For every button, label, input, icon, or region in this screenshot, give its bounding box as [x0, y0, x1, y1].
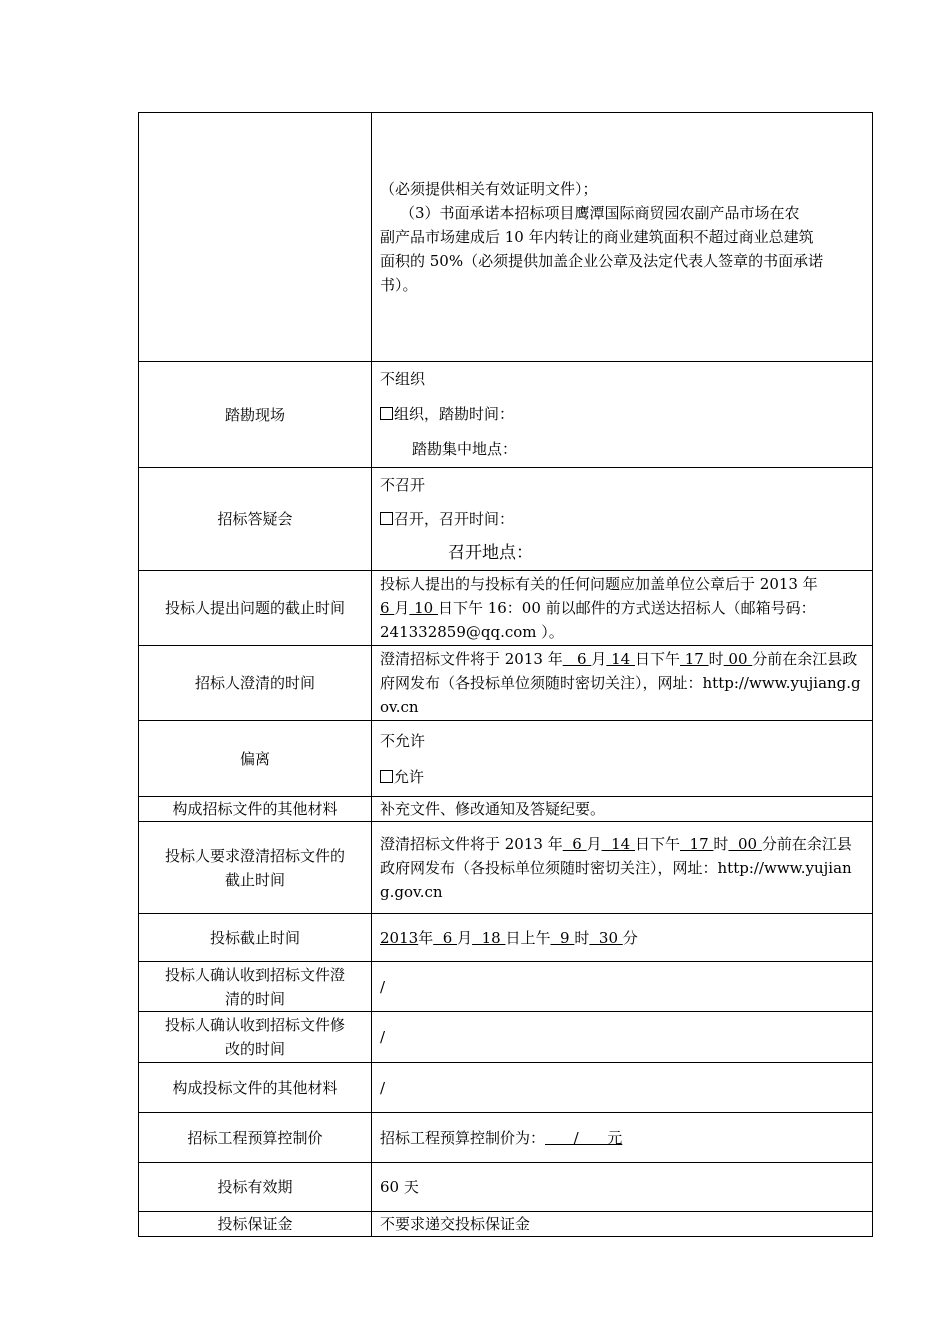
table-row — [139, 914, 873, 962]
requirement-line: 副产品市场建成后 10 年内转让的商业建筑面积不超过商业总建筑 — [380, 228, 814, 246]
text-segment: 澄清招标文件将于 2013 年 — [380, 650, 563, 668]
question-deadline-text — [372, 571, 873, 646]
row-label: 招标工程预算控制价 — [139, 1113, 372, 1163]
text-segment: 时 — [574, 928, 590, 947]
label-line: 截止时间 — [224, 870, 285, 889]
table-row — [139, 1163, 873, 1212]
row-label — [139, 962, 372, 1012]
table-row — [139, 822, 873, 914]
day-value: 18 — [472, 928, 506, 947]
table-cell-empty — [139, 113, 372, 362]
row-value: 60 天 — [372, 1163, 873, 1212]
table-row — [139, 1113, 873, 1163]
label-line: 投标人确认收到招标文件澄 — [164, 965, 345, 984]
bid-deadline-text — [372, 914, 873, 962]
requirement-line: 面积的 50%（必须提供加盖企业公章及法定代表人签章的书面承诺 — [380, 252, 824, 270]
text-segment: 年 — [418, 928, 434, 947]
hour-value: 17 — [680, 650, 709, 668]
table-row — [139, 113, 873, 362]
text-segment: 月 — [586, 834, 602, 853]
month-value: 6 — [433, 928, 458, 947]
hour-value: 17 — [680, 834, 714, 853]
deviation-options — [372, 721, 873, 797]
clarification-time-text — [372, 646, 873, 721]
day-value: 14 — [606, 650, 635, 668]
month-value: 6 — [562, 834, 587, 853]
row-label: 投标有效期 — [139, 1163, 372, 1212]
row-value: 不要求递交投标保证金 — [372, 1212, 873, 1237]
text-segment: 月 — [394, 599, 410, 617]
option-label: 组织，踏勘时间： — [394, 405, 515, 423]
table-row — [139, 797, 873, 822]
requirement-line: （必须提供相关有效证明文件）； — [380, 180, 598, 198]
option-label: 允许 — [394, 767, 425, 786]
row-value: / — [372, 1063, 873, 1113]
option-not-hold: 不召开 — [380, 476, 426, 494]
requirement-text — [372, 113, 873, 362]
text-segment: 月 — [457, 928, 473, 947]
checkbox-icon[interactable] — [380, 512, 393, 525]
table-row — [139, 362, 873, 468]
table-row — [139, 1063, 873, 1113]
row-label: 招标答疑会 — [139, 468, 372, 571]
row-label: 偏离 — [139, 721, 372, 797]
minute-value: 00 — [723, 650, 753, 668]
budget-value: / 元 — [545, 1128, 623, 1147]
day-value: 14 — [601, 834, 635, 853]
minute-value: 00 — [728, 834, 762, 853]
text-segment: 投标人提出的与投标有关的任何问题应加盖单位公章后于 2013 年 — [380, 575, 818, 593]
table-row — [139, 721, 873, 797]
clarification-request-deadline-text — [372, 822, 873, 914]
row-label: 构成投标文件的其他材料 — [139, 1063, 372, 1113]
row-label: 踏勘现场 — [139, 362, 372, 468]
row-label: 投标人提出问题的截止时间 — [139, 571, 372, 646]
text-segment: 日下午 16：00 前以邮件的方式送达招标人（邮箱号码： — [437, 599, 816, 617]
text-segment: 日下午 — [635, 834, 681, 853]
row-value: 补充文件、修改通知及答疑纪要。 — [372, 797, 873, 822]
row-value: / — [372, 962, 873, 1012]
minute-value: 30 — [589, 928, 623, 947]
option-organize[interactable] — [380, 397, 864, 432]
table-row — [139, 1012, 873, 1063]
text-segment: 日下午 — [634, 650, 680, 668]
day-value: 10 — [409, 599, 438, 617]
option-not-allowed: 不允许 — [380, 731, 426, 750]
row-label — [139, 822, 372, 914]
email-address: 241332859@qq.com ）。 — [380, 623, 564, 641]
row-label: 投标保证金 — [139, 1212, 372, 1237]
requirement-line: 书）。 — [380, 276, 418, 294]
table-row — [139, 962, 873, 1012]
qa-meeting-location: 召开地点： — [448, 543, 533, 563]
row-label: 招标人澄清的时间 — [139, 646, 372, 721]
checkbox-icon[interactable] — [380, 770, 393, 783]
bid-info-table — [138, 112, 873, 1237]
text-segment: 日上午 — [505, 928, 551, 947]
text-segment: 分前在余江县政府网发布（各投标单位须随时密切关注），网址：http://www.yujiang.gov.cn — [380, 650, 861, 716]
option-not-organize: 不组织 — [380, 370, 426, 388]
checkbox-icon[interactable] — [380, 407, 393, 420]
table-row — [139, 1212, 873, 1237]
text-segment: 招标工程预算控制价为： — [380, 1128, 546, 1147]
text-segment: 分 — [622, 928, 638, 947]
month-value: 6 — [562, 650, 592, 668]
text-segment: 澄清招标文件将于 2013 年 — [380, 834, 563, 853]
row-label — [139, 1012, 372, 1063]
hour-value: 9 — [550, 928, 575, 947]
text-segment: 分前在余江县政府网发布（各投标单位须随时密切关注），网址：http://www.yujiang.gov.cn — [380, 834, 852, 901]
budget-control-price — [372, 1113, 873, 1163]
option-label: 召开，召开时间： — [394, 510, 515, 528]
text-segment: 时 — [713, 834, 729, 853]
text-segment: 月 — [591, 650, 607, 668]
option-allowed[interactable] — [380, 759, 864, 795]
label-line: 清的时间 — [224, 989, 285, 1008]
requirement-line: （3）书面承诺本招标项目鹰潭国际商贸园农副产品市场在农 — [400, 204, 800, 222]
table-row — [139, 571, 873, 646]
table-row — [139, 646, 873, 721]
row-label: 投标截止时间 — [139, 914, 372, 962]
year-value: 2013 — [380, 928, 419, 947]
label-line: 投标人要求澄清招标文件的 — [164, 846, 345, 865]
option-hold[interactable] — [380, 502, 864, 536]
site-visit-location: 踏勘集中地点： — [412, 440, 518, 458]
label-line: 投标人确认收到招标文件修 — [164, 1016, 345, 1034]
month-value: 6 — [380, 599, 395, 617]
row-value: / — [372, 1012, 873, 1063]
qa-meeting-options — [372, 468, 873, 571]
label-line: 改的时间 — [224, 1040, 285, 1058]
site-visit-options — [372, 362, 873, 468]
row-label: 构成招标文件的其他材料 — [139, 797, 372, 822]
table-row — [139, 468, 873, 571]
text-segment: 时 — [708, 650, 724, 668]
